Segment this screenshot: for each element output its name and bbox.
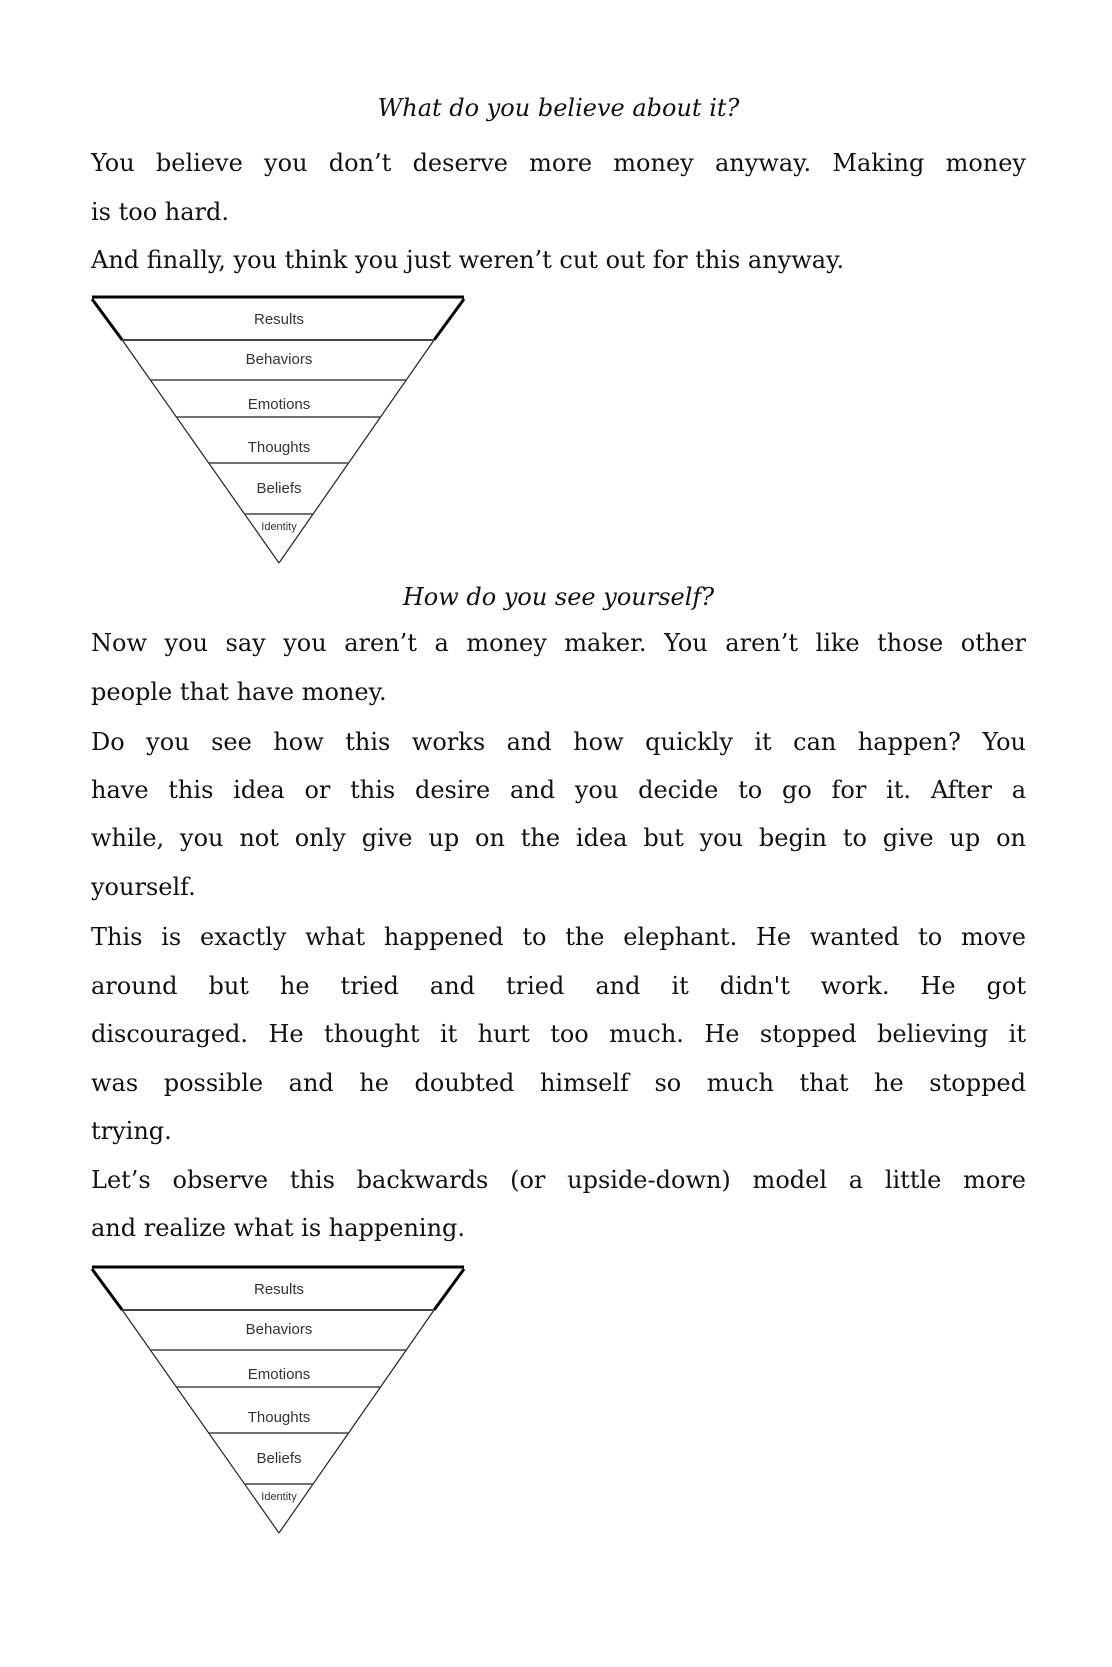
pyramid-level-behaviors: Behaviors <box>245 350 313 368</box>
pyramid-level-emotions: Emotions <box>247 395 311 413</box>
pyramid-left-edge-upper <box>92 299 122 340</box>
pyramid-level-beliefs: Beliefs <box>256 479 302 497</box>
pyramid-level-identity: Identity <box>261 1490 297 1503</box>
paragraph-line: discouraged. He thought it hurt too much. He stopped believing it <box>91 1020 1026 1048</box>
paragraph-line: was possible and he doubted himself so much that he stopped <box>91 1069 1026 1097</box>
paragraph-line: around but he tried and tried and it didn't work. He got <box>91 972 1026 1000</box>
paragraph-line: Now you say you aren’t a money maker. You aren’t like those other <box>91 629 1026 657</box>
pyramid-level-thoughts: Thoughts <box>247 1408 311 1426</box>
pyramid-level-results: Results <box>253 310 305 328</box>
inverted-pyramid-diagram <box>0 1250 560 1530</box>
pyramid-level-beliefs: Beliefs <box>256 1449 302 1467</box>
pyramid-svg <box>0 1250 560 1530</box>
pyramid-svg <box>0 280 560 560</box>
paragraph-line: is too hard. <box>91 198 230 226</box>
paragraph-line: yourself. <box>91 873 196 901</box>
paragraph-line: trying. <box>91 1117 172 1145</box>
paragraph-line: You believe you don’t deserve more money anyway. Making money <box>91 149 1026 177</box>
pyramid-level-thoughts: Thoughts <box>247 438 311 456</box>
inverted-pyramid-diagram <box>0 280 560 560</box>
paragraph-line: And finally, you think you just weren’t cut out for this anyway. <box>91 246 845 274</box>
pyramid-level-emotions: Emotions <box>247 1365 311 1383</box>
pyramid-left-edge-upper <box>92 1269 122 1310</box>
paragraph-line: while, you not only give up on the idea but you begin to give up on <box>91 824 1026 852</box>
paragraph-line: Let’s observe this backwards (or upside-down) model a little more <box>91 1166 1026 1194</box>
pyramid-right-edge-upper <box>434 299 464 340</box>
section-heading-belief: What do you believe about it? <box>377 94 740 122</box>
pyramid-right-edge-upper <box>434 1269 464 1310</box>
section-heading-identity: How do you see yourself? <box>402 583 715 611</box>
paragraph-line: Do you see how this works and how quickly it can happen? You <box>91 728 1026 756</box>
pyramid-level-identity: Identity <box>261 520 297 533</box>
pyramid-level-results: Results <box>253 1280 305 1298</box>
paragraph-line: people that have money. <box>91 678 387 706</box>
paragraph-line: have this idea or this desire and you decide to go for it. After a <box>91 776 1026 804</box>
pyramid-level-behaviors: Behaviors <box>245 1320 313 1338</box>
paragraph-line: This is exactly what happened to the elephant. He wanted to move <box>91 923 1026 951</box>
paragraph-line: and realize what is happening. <box>91 1214 466 1242</box>
